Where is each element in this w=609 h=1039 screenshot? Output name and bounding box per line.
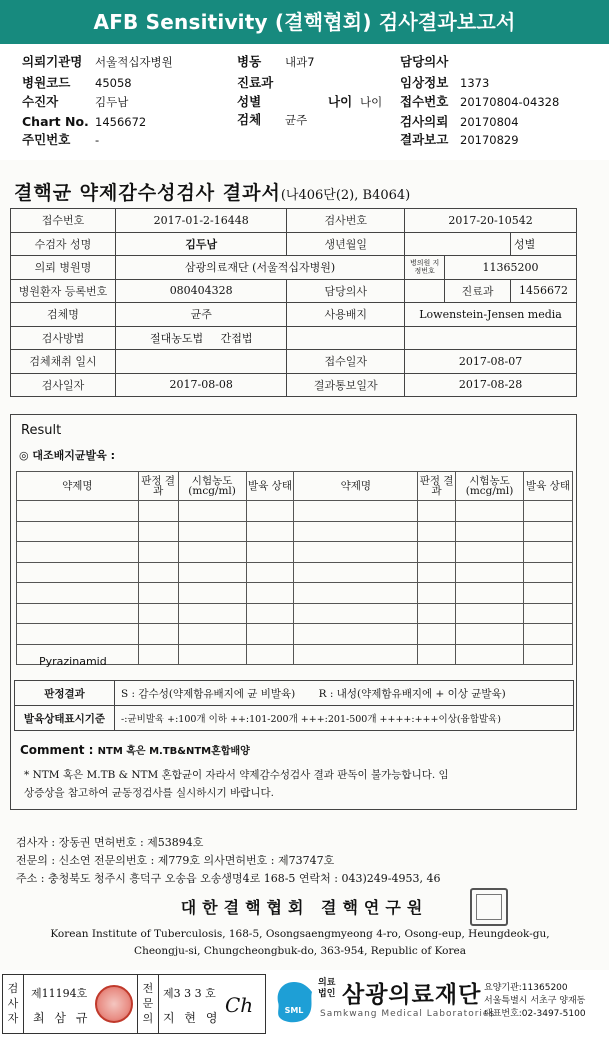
tested-label: 검사일자 bbox=[11, 373, 116, 397]
staff-line-3: 주소 : 충청북도 청주시 흥덕구 오송읍 오송생명4로 168-5 연락처 : 043)249-4953, 46 bbox=[16, 872, 441, 885]
medium-label: 사용배지 bbox=[287, 303, 405, 327]
clinical-label: 임상정보 bbox=[400, 75, 449, 90]
note-line-2: 상증상을 참고하여 균동정검사를 실시하시기 바랍니다. bbox=[24, 787, 274, 799]
hospital-name-label: 의뢰 병원명 bbox=[11, 256, 116, 280]
received-value: 2017-08-07 bbox=[405, 350, 577, 374]
company-code: 요양기관:11365200 bbox=[484, 983, 568, 993]
doc-title-main: 결핵균 약제감수성검사 결과서 bbox=[14, 182, 281, 204]
brand-name: 삼광의료재단 bbox=[342, 982, 482, 1008]
growth-values: -:균비발육 +:100개 이하 ++:101-200개 +++:201-500개 ++++:+++이상(융합발육) bbox=[115, 706, 574, 731]
brand-name-en: Samkwang Medical Laboratories bbox=[320, 1009, 496, 1019]
doc-sex-label: 성별 bbox=[513, 237, 536, 251]
table-row bbox=[17, 603, 573, 624]
specialist-vertical-label: 전문의 bbox=[142, 982, 154, 1025]
note-line-1: * NTM 혹은 M.TB & NTM 혼합균이 자라서 약제감수성검사 결과 판독이 불가능합니다. 임 bbox=[24, 769, 449, 781]
patient-name: 김두남 bbox=[115, 232, 287, 256]
table-row bbox=[17, 583, 573, 604]
report-date-label: 결과보고 bbox=[400, 132, 449, 147]
pyrazinamid-label: Pyrazinamid bbox=[39, 655, 107, 668]
col-drug-right: 약제명 bbox=[294, 472, 418, 501]
col-judge-left: 판정 결과 bbox=[138, 472, 178, 501]
specimen-label: 검체 bbox=[237, 112, 262, 127]
report-date-value: 20170829 bbox=[460, 133, 519, 147]
collect-value bbox=[115, 350, 287, 374]
method-empty-2 bbox=[405, 326, 577, 350]
method-values bbox=[115, 326, 287, 350]
col-growth-left: 발육 상태 bbox=[246, 472, 294, 501]
method-empty bbox=[287, 326, 405, 350]
receipt-no: 2017-01-2-16448 bbox=[115, 209, 287, 233]
criteria-table bbox=[14, 680, 574, 731]
test-no-label: 검사번호 bbox=[287, 209, 405, 233]
receipt-no-label: 접수번호 bbox=[11, 209, 116, 233]
doc-dept-label: 진료과 bbox=[445, 279, 511, 303]
col-growth-right: 발육 상태 bbox=[524, 472, 573, 501]
tester-license: 제11194호 bbox=[31, 987, 88, 1000]
request-label: 검사의뢰 bbox=[400, 114, 449, 129]
patient-value: 김두남 bbox=[95, 95, 129, 109]
id-label: 주민번호 bbox=[22, 132, 71, 147]
receipt-value: 20170804-04328 bbox=[460, 95, 560, 109]
judge-values bbox=[115, 681, 574, 706]
specimen-name-label: 검체명 bbox=[11, 303, 116, 327]
table-row bbox=[17, 624, 573, 645]
method-1: 절대농도법 bbox=[149, 331, 204, 345]
chart-label: Chart No. bbox=[22, 114, 89, 129]
ward-label: 병동 bbox=[237, 54, 262, 69]
method-2: 간접법 bbox=[220, 331, 253, 345]
footer bbox=[0, 972, 609, 1039]
sex-cell bbox=[510, 232, 576, 256]
table-row bbox=[17, 501, 573, 522]
request-value: 20170804 bbox=[460, 115, 519, 129]
table-row bbox=[17, 562, 573, 583]
signature-box bbox=[2, 974, 266, 1034]
tested-value: 2017-08-08 bbox=[115, 373, 287, 397]
registration-value: 080404328 bbox=[115, 279, 287, 303]
specialist-license: 제3 3 3 호 bbox=[163, 987, 216, 1000]
col-conc-left: 시험농도 (mcg/ml) bbox=[178, 472, 246, 501]
code-label: 병원코드 bbox=[22, 75, 71, 90]
sensitivity-table bbox=[16, 471, 573, 665]
table-row bbox=[17, 542, 573, 563]
company-address: 서울특별시 서초구 양재동 bbox=[484, 996, 586, 1006]
doc-doctor-value bbox=[405, 279, 445, 303]
scanned-report bbox=[0, 160, 609, 970]
tester-name: 최 삼 규 bbox=[33, 1011, 91, 1025]
comment-text: NTM 혹은 M.TB&NTM혼합배양 bbox=[97, 746, 250, 757]
birth-value bbox=[405, 232, 511, 256]
ward-value: 내과7 bbox=[285, 55, 315, 69]
staff-line-2: 전문의 : 신소연 전문의번호 : 제779호 의사면허번호 : 제73747호 bbox=[16, 854, 335, 867]
institute-seal bbox=[470, 888, 508, 926]
company-phone: 대표번호:02-3497-5100 bbox=[484, 1009, 586, 1019]
staff-line-1: 검사자 : 장동권 면허번호 : 제53894호 bbox=[16, 836, 204, 849]
col-drug-left: 약제명 bbox=[17, 472, 139, 501]
doc-dept-value: 1456672 bbox=[510, 279, 576, 303]
doc-title-sub: (나406단(2), B4064) bbox=[280, 188, 411, 203]
code-value: 45058 bbox=[95, 76, 132, 90]
test-no: 2017-20-10542 bbox=[405, 209, 577, 233]
notify-label: 결과통보일자 bbox=[287, 373, 405, 397]
growth-label: 발육상태표시기준 bbox=[15, 706, 115, 731]
medium-value: Lowenstein-Jensen media bbox=[405, 303, 577, 327]
col-judge-right: 판정 결과 bbox=[418, 472, 456, 501]
judge-r: R : 내성(약제함유배지에 + 이상 균발육) bbox=[318, 687, 506, 700]
patient-label: 수진자 bbox=[22, 94, 59, 109]
specialist-signature: Ch bbox=[225, 993, 254, 1017]
age-value: 나이 bbox=[360, 95, 383, 109]
receipt-label: 접수번호 bbox=[400, 94, 449, 109]
comment bbox=[20, 742, 250, 757]
comment-label: Comment : bbox=[20, 743, 94, 757]
designated-label: 병의원 지정번호 bbox=[405, 256, 445, 280]
sml-logo-icon bbox=[272, 978, 316, 1026]
specialist-name: 지 현 영 bbox=[163, 1011, 221, 1025]
note bbox=[24, 766, 564, 802]
sex-label: 성별 bbox=[237, 94, 262, 109]
judge-label: 판정결과 bbox=[15, 681, 115, 706]
method-label: 검사방법 bbox=[11, 326, 116, 350]
notify-value: 2017-08-28 bbox=[405, 373, 577, 397]
specimen-value: 균주 bbox=[285, 113, 308, 127]
doctor-label: 담당의사 bbox=[400, 54, 449, 69]
report-title: AFB Sensitivity (결핵협회) 검사결과보고서 bbox=[0, 0, 609, 44]
hospital-name: 삼광의료재단 (서울적십자병원) bbox=[115, 256, 404, 280]
patient-name-label: 수검자 성명 bbox=[11, 232, 116, 256]
judge-s: S : 감수성(약제함유배지에 균 비발육) bbox=[121, 687, 296, 700]
hospital-label: 의뢰기관명 bbox=[22, 54, 83, 69]
collect-label: 검체채취 일시 bbox=[11, 350, 116, 374]
chart-value: 1456672 bbox=[95, 115, 147, 129]
institute-name-kr: 대한결핵협회 결핵연구원 bbox=[180, 898, 429, 917]
received-label: 접수일자 bbox=[287, 350, 405, 374]
birth-label: 생년월일 bbox=[287, 232, 405, 256]
dept-label: 진료과 bbox=[237, 75, 274, 90]
age-label: 나이 bbox=[328, 94, 353, 109]
result-title: Result bbox=[21, 423, 62, 438]
registration-label: 병원환자 등록번호 bbox=[11, 279, 116, 303]
specimen-info-table bbox=[10, 208, 577, 397]
designated-value: 11365200 bbox=[445, 256, 577, 280]
specimen-name: 균주 bbox=[115, 303, 287, 327]
doc-doctor-label: 담당의사 bbox=[287, 279, 405, 303]
doc-title bbox=[14, 178, 410, 205]
sml-logo-text: SML bbox=[284, 1006, 304, 1015]
table-row bbox=[17, 521, 573, 542]
institute-address-1: Korean Institute of Tuberculosis, 168-5, Osongsaengmyeong 4-ro, Osong-eup, Heungdeok-gu, bbox=[50, 928, 550, 940]
control-growth-label: ◎ 대조배지균발육 : bbox=[19, 449, 116, 462]
brand-corp-label: 의료 법인 bbox=[318, 978, 336, 999]
tester-vertical-label: 검사자 bbox=[7, 982, 19, 1025]
id-value: - bbox=[95, 133, 100, 147]
tester-stamp bbox=[95, 985, 133, 1023]
col-conc-right: 시험농도 (mcg/ml) bbox=[456, 472, 524, 501]
patient-info bbox=[0, 50, 609, 150]
clinical-value: 1373 bbox=[460, 76, 490, 90]
hospital-value: 서울적십자병원 bbox=[95, 55, 173, 69]
institute-address-2: Cheongju-si, Chungcheongbuk-do, 363-954, Republic of Korea bbox=[134, 945, 466, 957]
